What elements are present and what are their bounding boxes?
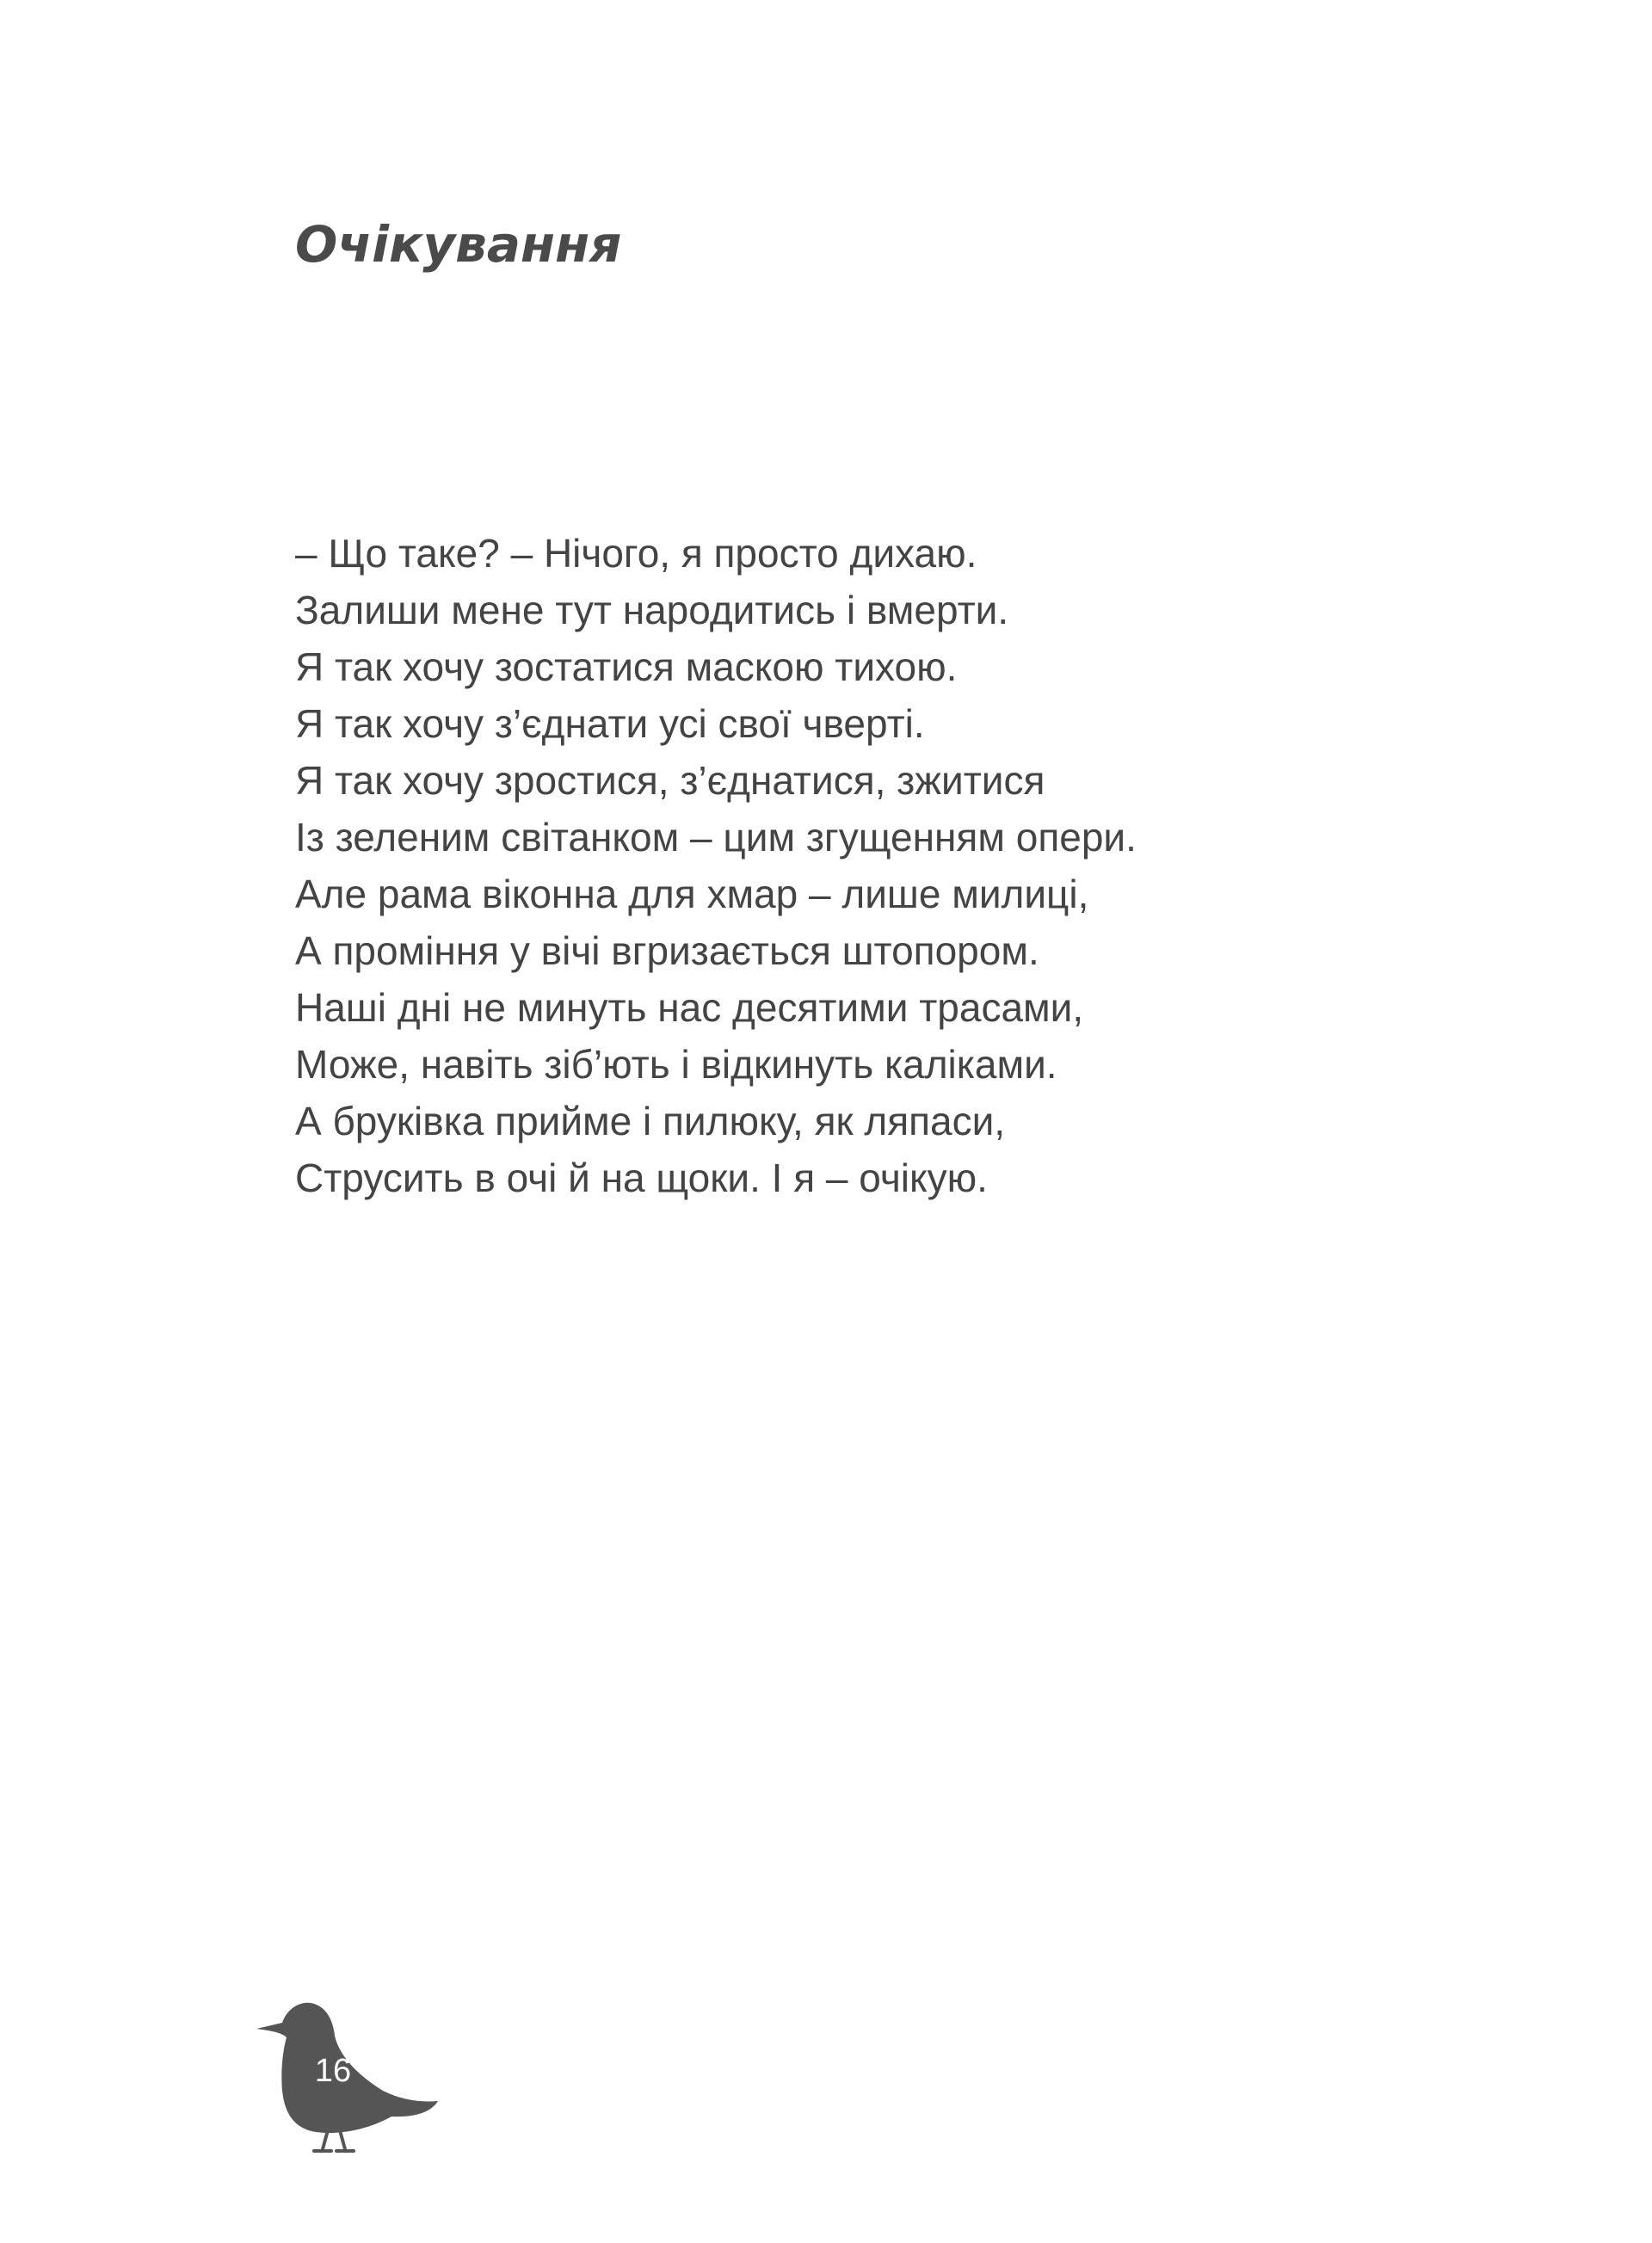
poem-line: Може, навіть зіб’ють і відкинуть каліками.	[295, 1042, 1057, 1087]
poem-line: Але рама віконна для хмар – лише милиці,	[295, 872, 1089, 916]
poem-line: Я так хочу з’єднати усі свої чверті.	[295, 701, 925, 746]
poem-body	[295, 525, 1137, 1206]
page-number: 16	[314, 2053, 352, 2089]
poem-line: Струсить в очі й на щоки. І я – очікую.	[295, 1155, 988, 1200]
poem-line: Залиши мене тут народитись і вмерти.	[295, 588, 1009, 632]
poem-line: Наші дні не минуть нас десятими трасами,	[295, 985, 1084, 1030]
poem-line: А проміння у вічі вгризається штопором.	[295, 928, 1039, 973]
poem-title: Очікування	[295, 215, 622, 274]
poem-line: А бруківка прийме і пилюку, як ляпаси,	[295, 1099, 1006, 1143]
poem-line: Із зеленим світанком – цим згущенням опери.	[295, 815, 1137, 860]
poem-line: Я так хочу зростися, з’єднатися, зжитися	[295, 758, 1045, 803]
poem-line: – Що таке? – Нічого, я просто дихаю.	[295, 531, 977, 576]
poem-line: Я так хочу зостатися маскою тихою.	[295, 644, 958, 689]
page-marker	[254, 1994, 443, 2158]
